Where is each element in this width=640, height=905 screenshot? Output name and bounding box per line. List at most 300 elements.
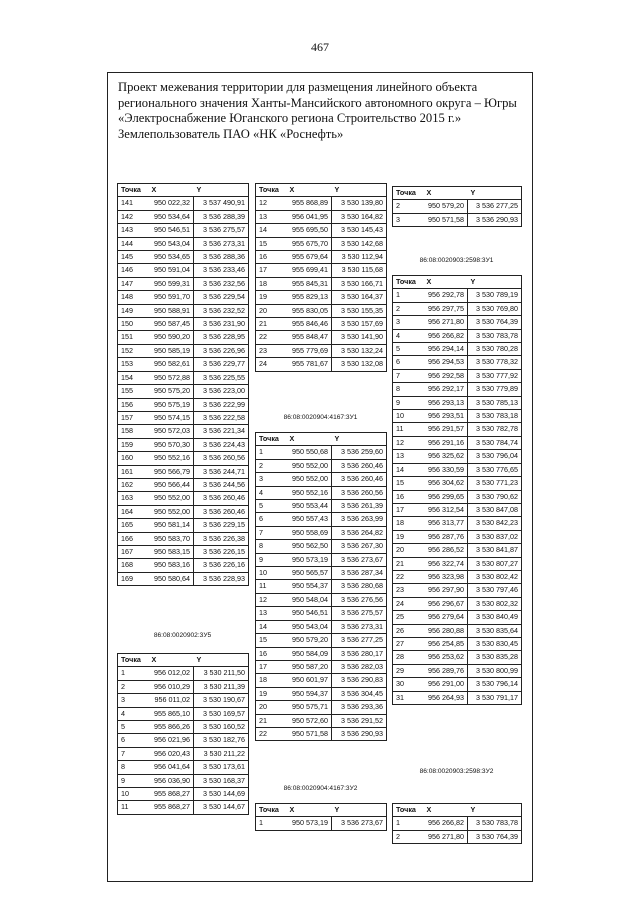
point-number: 2: [393, 200, 424, 213]
y-coordinate: 3 536 244,71: [194, 465, 249, 478]
y-coordinate: 3 530 155,35: [332, 304, 387, 317]
x-coordinate: 950 571,58: [287, 727, 332, 740]
x-coordinate: 956 323,98: [424, 570, 468, 583]
y-coordinate: 3 530 771,23: [468, 477, 522, 490]
table-row: [118, 519, 249, 532]
x-coordinate: 950 583,70: [149, 532, 194, 545]
y-coordinate: 3 536 229,54: [194, 291, 249, 304]
point-number: 157: [118, 411, 149, 424]
y-coordinate: 3 536 273,67: [332, 817, 387, 830]
table-row: [393, 213, 522, 226]
x-coordinate: 955 695,50: [287, 224, 332, 237]
x-coordinate: 956 313,77: [424, 517, 468, 530]
point-number: 20: [393, 544, 424, 557]
point-number: 1: [256, 817, 287, 830]
table-row: [393, 624, 522, 637]
x-coordinate: 956 294,53: [424, 356, 468, 369]
y-coordinate: 3 536 264,82: [332, 526, 387, 539]
y-coordinate: 3 530 211,50: [194, 667, 249, 680]
point-number: 6: [118, 734, 149, 747]
y-coordinate: 3 530 164,37: [332, 291, 387, 304]
y-coordinate: 3 536 231,90: [194, 318, 249, 331]
x-coordinate: 950 573,19: [287, 817, 332, 830]
x-coordinate: 956 280,88: [424, 624, 468, 637]
table-row: [256, 237, 387, 250]
table-row: [118, 545, 249, 558]
point-number: 1: [393, 817, 424, 830]
x-coordinate: 950 565,57: [287, 567, 332, 580]
y-coordinate: 3 530 211,39: [194, 680, 249, 693]
point-number: 18: [393, 517, 424, 530]
table-row: [256, 620, 387, 633]
table-row: [118, 277, 249, 290]
point-number: 11: [393, 423, 424, 436]
point-number: 13: [256, 210, 287, 223]
table-row: [118, 237, 249, 250]
point-number: 19: [256, 291, 287, 304]
point-number: 161: [118, 465, 149, 478]
table-row: [118, 478, 249, 491]
cadastral-number: 86:08:0020904:4167:3У1: [283, 414, 358, 421]
table-row: [118, 304, 249, 317]
column-header: Y: [334, 434, 340, 443]
point-number: 8: [118, 761, 149, 774]
point-number: 162: [118, 478, 149, 491]
x-coordinate: 950 566,79: [149, 465, 194, 478]
point-number: 17: [256, 264, 287, 277]
x-coordinate: 950 534,65: [149, 251, 194, 264]
table-row: [256, 318, 387, 331]
point-number: 26: [393, 624, 424, 637]
x-coordinate: 950 573,19: [287, 553, 332, 566]
y-coordinate: 3 530 830,45: [468, 637, 522, 650]
point-number: 29: [393, 664, 424, 677]
y-coordinate: 3 530 169,57: [194, 707, 249, 720]
table-row: [118, 452, 249, 465]
y-coordinate: 3 530 847,08: [468, 503, 522, 516]
y-coordinate: 3 530 144,69: [194, 788, 249, 801]
table-row: [256, 540, 387, 553]
table-row: [393, 503, 522, 516]
table-row: [393, 651, 522, 664]
x-coordinate: 950 575,20: [149, 385, 194, 398]
table-row: [118, 707, 249, 720]
y-coordinate: 3 536 290,93: [468, 213, 522, 226]
y-coordinate: 3 536 288,36: [194, 251, 249, 264]
point-number: 24: [393, 597, 424, 610]
x-coordinate: 956 293,51: [424, 410, 468, 423]
table-row: [393, 584, 522, 597]
x-coordinate: 956 292,58: [424, 369, 468, 382]
point-number: 142: [118, 210, 149, 223]
column-header: Точка: [259, 434, 279, 443]
point-number: 156: [118, 398, 149, 411]
table-row: [118, 492, 249, 505]
point-number: 6: [256, 513, 287, 526]
point-number: 30: [393, 678, 424, 691]
x-coordinate: 955 845,31: [287, 277, 332, 290]
table-row: [256, 687, 387, 700]
y-coordinate: 3 530 778,32: [468, 356, 522, 369]
y-coordinate: 3 530 783,78: [468, 329, 522, 342]
table-row: [118, 761, 249, 774]
point-number: 8: [393, 383, 424, 396]
column-header: Точка: [259, 185, 279, 194]
point-number: 22: [256, 727, 287, 740]
coordinate-table: [392, 803, 522, 844]
table-row: [393, 557, 522, 570]
point-number: 10: [118, 788, 149, 801]
y-coordinate: 3 536 273,67: [332, 553, 387, 566]
point-number: 7: [118, 747, 149, 760]
column-header: Y: [470, 188, 476, 197]
y-coordinate: 3 536 232,56: [194, 277, 249, 290]
point-number: 168: [118, 559, 149, 572]
y-coordinate: 3 536 226,96: [194, 344, 249, 357]
y-coordinate: 3 530 783,18: [468, 410, 522, 423]
x-coordinate: 956 299,65: [424, 490, 468, 503]
x-coordinate: 950 575,19: [149, 398, 194, 411]
x-coordinate: 950 553,44: [287, 500, 332, 513]
y-coordinate: 3 530 144,67: [194, 801, 249, 814]
y-coordinate: 3 536 259,60: [332, 446, 387, 459]
y-coordinate: 3 530 791,17: [468, 691, 522, 704]
table-row: [118, 694, 249, 707]
y-coordinate: 3 536 226,38: [194, 532, 249, 545]
table-row: [393, 343, 522, 356]
point-number: 152: [118, 344, 149, 357]
y-coordinate: 3 536 282,03: [332, 660, 387, 673]
table-row: [256, 513, 387, 526]
point-number: 2: [393, 830, 424, 843]
y-coordinate: 3 536 263,99: [332, 513, 387, 526]
point-number: 166: [118, 532, 149, 545]
x-coordinate: 950 566,44: [149, 478, 194, 491]
x-coordinate: 950 572,60: [287, 714, 332, 727]
y-coordinate: 3 536 226,15: [194, 545, 249, 558]
column-header: Точка: [259, 805, 279, 814]
y-coordinate: 3 530 807,27: [468, 557, 522, 570]
table-row: [118, 318, 249, 331]
x-coordinate: 956 010,29: [149, 680, 194, 693]
y-coordinate: 3 530 835,64: [468, 624, 522, 637]
x-coordinate: 950 552,16: [287, 486, 332, 499]
point-number: 23: [393, 584, 424, 597]
column-header: Точка: [396, 188, 416, 197]
heading-line: «Электроснабжение Юганского региона Строительство 2015 г.»: [118, 111, 462, 125]
point-number: 147: [118, 277, 149, 290]
table-row: [393, 356, 522, 369]
y-coordinate: 3 530 837,02: [468, 530, 522, 543]
table-row: [256, 304, 387, 317]
point-number: 8: [256, 540, 287, 553]
column-header: Y: [470, 277, 476, 286]
table-row: [393, 410, 522, 423]
table-row: [393, 817, 522, 830]
point-number: 18: [256, 674, 287, 687]
heading-line: Землепользователь ПАО «НК «Роснефть»: [118, 126, 344, 141]
y-coordinate: 3 530 797,46: [468, 584, 522, 597]
point-number: 22: [256, 331, 287, 344]
x-coordinate: 955 868,27: [149, 788, 194, 801]
y-coordinate: 3 530 115,68: [332, 264, 387, 277]
point-number: 169: [118, 572, 149, 585]
column-header: X: [289, 185, 295, 194]
table-row: [393, 369, 522, 382]
y-coordinate: 3 536 288,39: [194, 210, 249, 223]
y-coordinate: 3 536 228,93: [194, 572, 249, 585]
y-coordinate: 3 536 273,31: [332, 620, 387, 633]
point-number: 23: [256, 344, 287, 357]
x-coordinate: 956 291,57: [424, 423, 468, 436]
point-number: 2: [393, 302, 424, 315]
y-coordinate: 3 530 796,04: [468, 450, 522, 463]
point-number: 15: [256, 634, 287, 647]
x-coordinate: 950 590,20: [149, 331, 194, 344]
point-number: 24: [256, 358, 287, 371]
x-coordinate: 955 865,10: [149, 707, 194, 720]
x-coordinate: 956 293,13: [424, 396, 468, 409]
coordinate-table: [392, 186, 522, 227]
table-row: [393, 691, 522, 704]
table-row: [256, 473, 387, 486]
x-coordinate: 956 296,67: [424, 597, 468, 610]
y-coordinate: 3 536 225,55: [194, 371, 249, 384]
table-row: [256, 264, 387, 277]
y-coordinate: 3 530 800,99: [468, 664, 522, 677]
table-row: [118, 411, 249, 424]
table-row: [118, 251, 249, 264]
table-row: [393, 289, 522, 302]
x-coordinate: 950 584,09: [287, 647, 332, 660]
point-number: 4: [256, 486, 287, 499]
x-coordinate: 956 325,62: [424, 450, 468, 463]
x-coordinate: 950 580,64: [149, 572, 194, 585]
table-row: [256, 210, 387, 223]
point-number: 154: [118, 371, 149, 384]
table-row: [393, 611, 522, 624]
table-row: [256, 344, 387, 357]
x-coordinate: 956 011,02: [149, 694, 194, 707]
column-header: X: [426, 805, 432, 814]
point-number: 167: [118, 545, 149, 558]
x-coordinate: 950 583,15: [149, 545, 194, 558]
point-number: 164: [118, 505, 149, 518]
point-number: 11: [256, 580, 287, 593]
y-coordinate: 3 530 190,67: [194, 694, 249, 707]
x-coordinate: 955 868,27: [149, 801, 194, 814]
x-coordinate: 955 781,67: [287, 358, 332, 371]
x-coordinate: 950 587,45: [149, 318, 194, 331]
table-row: [256, 727, 387, 740]
y-coordinate: 3 536 277,25: [468, 200, 522, 213]
point-number: 19: [256, 687, 287, 700]
y-coordinate: 3 530 764,39: [468, 830, 522, 843]
y-coordinate: 3 536 232,52: [194, 304, 249, 317]
point-number: 5: [256, 500, 287, 513]
table-row: [118, 331, 249, 344]
table-row: [118, 734, 249, 747]
x-coordinate: 956 291,16: [424, 436, 468, 449]
x-coordinate: 950 581,14: [149, 519, 194, 532]
coordinate-table: [255, 803, 387, 831]
table-row: [256, 197, 387, 210]
table-row: [118, 197, 249, 210]
y-coordinate: 3 536 260,46: [332, 473, 387, 486]
point-number: 153: [118, 358, 149, 371]
point-number: 15: [256, 237, 287, 250]
cadastral-number: 86:08:0020903:2598:3У2: [419, 768, 494, 775]
y-coordinate: 3 536 276,56: [332, 593, 387, 606]
x-coordinate: 950 022,32: [149, 197, 194, 210]
x-coordinate: 950 552,00: [287, 459, 332, 472]
column-header: Y: [334, 805, 340, 814]
point-number: 9: [256, 553, 287, 566]
x-coordinate: 956 041,95: [287, 210, 332, 223]
coordinate-table: [255, 432, 387, 741]
column-header: Y: [334, 185, 340, 194]
table-row: [393, 517, 522, 530]
y-coordinate: 3 530 168,37: [194, 774, 249, 787]
table-row: [393, 530, 522, 543]
point-number: 146: [118, 264, 149, 277]
table-row: [118, 210, 249, 223]
x-coordinate: 950 552,00: [287, 473, 332, 486]
table-row: [118, 572, 249, 585]
column-header: X: [151, 655, 157, 664]
point-number: 160: [118, 452, 149, 465]
y-coordinate: 3 536 290,83: [332, 674, 387, 687]
column-header: X: [151, 185, 157, 194]
page-number: 467: [311, 40, 329, 54]
table-row: [118, 224, 249, 237]
y-coordinate: 3 530 784,74: [468, 436, 522, 449]
table-row: [118, 774, 249, 787]
x-coordinate: 956 330,59: [424, 463, 468, 476]
y-coordinate: 3 536 222,58: [194, 411, 249, 424]
table-row: [118, 385, 249, 398]
y-coordinate: 3 530 139,80: [332, 197, 387, 210]
x-coordinate: 956 304,62: [424, 477, 468, 490]
table-row: [393, 830, 522, 843]
y-coordinate: 3 536 221,34: [194, 425, 249, 438]
y-coordinate: 3 530 780,28: [468, 343, 522, 356]
point-number: 3: [393, 213, 424, 226]
column-header: Y: [196, 655, 202, 664]
column-header: X: [289, 805, 295, 814]
x-coordinate: 950 594,37: [287, 687, 332, 700]
x-coordinate: 956 041,64: [149, 761, 194, 774]
point-number: 1: [393, 289, 424, 302]
y-coordinate: 3 536 273,31: [194, 237, 249, 250]
point-number: 150: [118, 318, 149, 331]
column-header: X: [426, 277, 432, 286]
point-number: 3: [393, 316, 424, 329]
x-coordinate: 956 021,96: [149, 734, 194, 747]
x-coordinate: 956 289,76: [424, 664, 468, 677]
y-coordinate: 3 530 789,19: [468, 289, 522, 302]
point-number: 16: [393, 490, 424, 503]
point-number: 151: [118, 331, 149, 344]
table-row: [393, 329, 522, 342]
x-coordinate: 955 679,64: [287, 251, 332, 264]
y-coordinate: 3 530 157,69: [332, 318, 387, 331]
table-row: [393, 436, 522, 449]
point-number: 14: [393, 463, 424, 476]
x-coordinate: 956 266,82: [424, 329, 468, 342]
y-coordinate: 3 536 275,57: [332, 607, 387, 620]
x-coordinate: 956 292,17: [424, 383, 468, 396]
point-number: 14: [256, 620, 287, 633]
x-coordinate: 955 868,89: [287, 197, 332, 210]
x-coordinate: 955 846,46: [287, 318, 332, 331]
point-number: 16: [256, 251, 287, 264]
x-coordinate: 950 543,04: [287, 620, 332, 633]
point-number: 27: [393, 637, 424, 650]
table-row: [118, 667, 249, 680]
x-coordinate: 950 579,20: [424, 200, 468, 213]
x-coordinate: 950 582,61: [149, 358, 194, 371]
table-row: [393, 463, 522, 476]
y-coordinate: 3 530 835,28: [468, 651, 522, 664]
point-number: 1: [118, 667, 149, 680]
table-row: [393, 637, 522, 650]
x-coordinate: 950 572,88: [149, 371, 194, 384]
y-coordinate: 3 536 275,57: [194, 224, 249, 237]
y-coordinate: 3 530 776,65: [468, 463, 522, 476]
coordinate-table: [117, 653, 249, 815]
table-row: [256, 224, 387, 237]
x-coordinate: 956 286,52: [424, 544, 468, 557]
x-coordinate: 950 591,70: [149, 291, 194, 304]
table-row: [256, 607, 387, 620]
table-row: [256, 459, 387, 472]
point-number: 14: [256, 224, 287, 237]
y-coordinate: 3 536 222,99: [194, 398, 249, 411]
y-coordinate: 3 530 840,49: [468, 611, 522, 624]
table-row: [256, 526, 387, 539]
cadastral-number: 86:08:0020902:3У5: [153, 632, 212, 639]
point-number: 165: [118, 519, 149, 532]
point-number: 148: [118, 291, 149, 304]
x-coordinate: 950 591,04: [149, 264, 194, 277]
y-coordinate: 3 536 260,56: [194, 452, 249, 465]
table-row: [256, 660, 387, 673]
point-number: 158: [118, 425, 149, 438]
y-coordinate: 3 530 764,39: [468, 316, 522, 329]
point-number: 12: [393, 436, 424, 449]
y-coordinate: 3 530 779,89: [468, 383, 522, 396]
point-number: 17: [393, 503, 424, 516]
y-coordinate: 3 536 280,68: [332, 580, 387, 593]
y-coordinate: 3 530 785,13: [468, 396, 522, 409]
y-coordinate: 3 530 842,23: [468, 517, 522, 530]
point-number: 4: [393, 329, 424, 342]
heading-line: регионального значения Ханты-Мансийского автономного округа – Югры: [118, 95, 517, 110]
x-coordinate: 950 572,03: [149, 425, 194, 438]
x-coordinate: 950 548,04: [287, 593, 332, 606]
x-coordinate: 950 554,37: [287, 580, 332, 593]
y-coordinate: 3 530 769,80: [468, 302, 522, 315]
y-coordinate: 3 536 261,39: [332, 500, 387, 513]
x-coordinate: 955 866,26: [149, 721, 194, 734]
point-number: 19: [393, 530, 424, 543]
table-row: [256, 251, 387, 264]
point-number: 5: [118, 721, 149, 734]
cadastral-number: 86:08:0020903:2598:3У1: [419, 257, 494, 264]
x-coordinate: 950 587,20: [287, 660, 332, 673]
point-number: 25: [393, 611, 424, 624]
